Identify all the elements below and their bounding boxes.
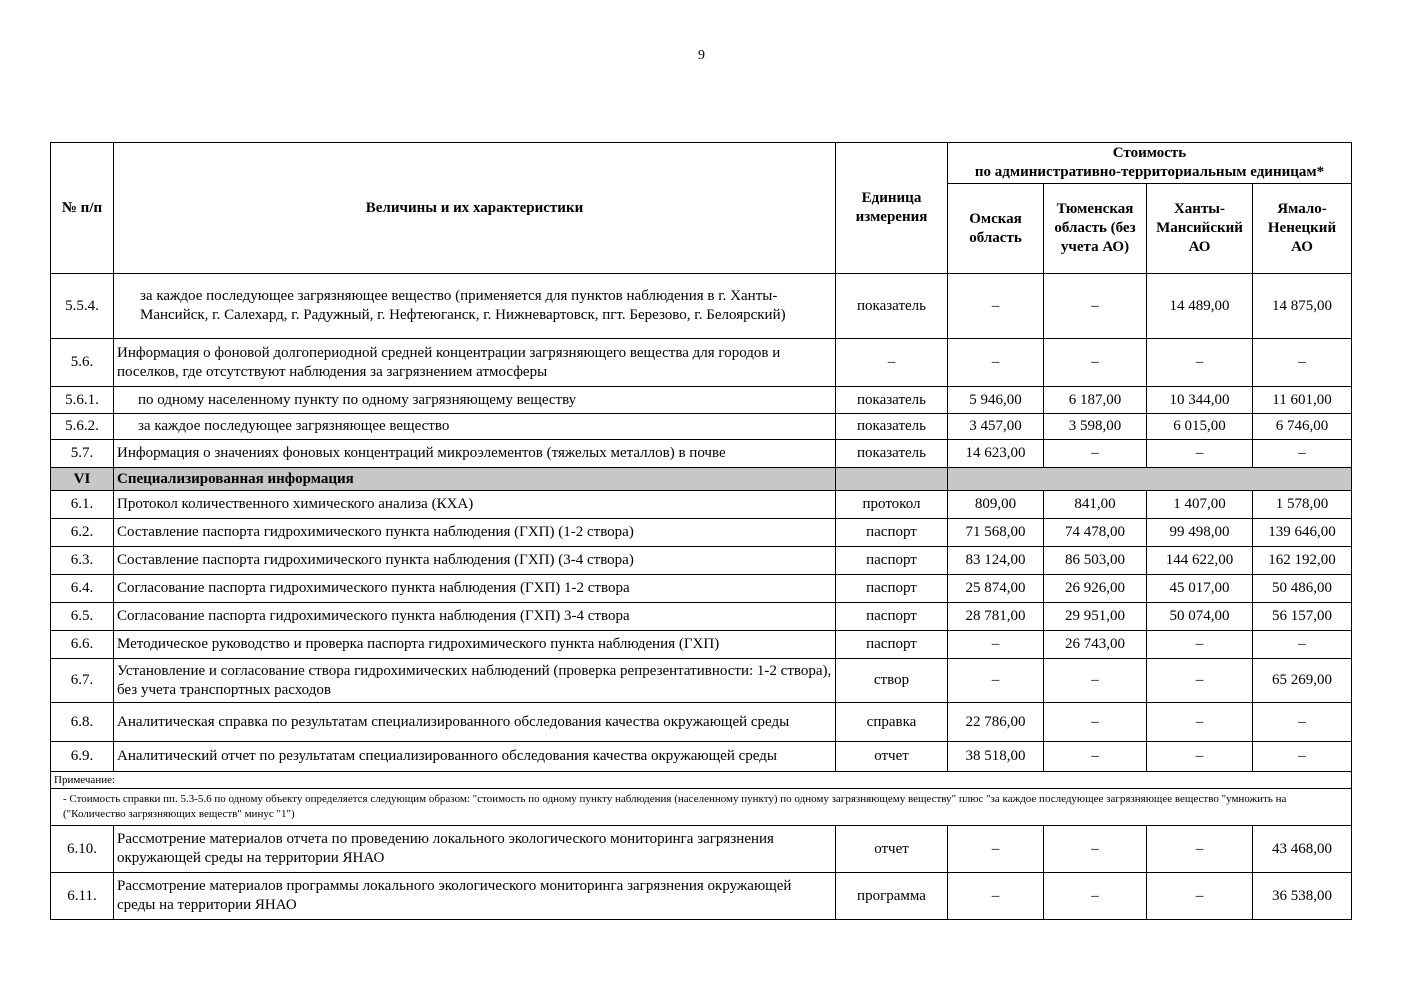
row-unit: показатель <box>836 440 948 468</box>
section-title: Специализированная информация <box>114 468 836 491</box>
table-row <box>51 414 1352 440</box>
table-row <box>51 274 1352 339</box>
section-values-cell <box>948 468 1352 491</box>
row-value-tyumen: 26 743,00 <box>1044 631 1147 659</box>
row-num: 6.1. <box>51 491 114 519</box>
row-num: 5.5.4. <box>51 274 114 339</box>
row-num: 6.4. <box>51 575 114 603</box>
row-unit: паспорт <box>836 547 948 575</box>
row-value-yanao: – <box>1253 703 1352 742</box>
row-desc: Аналитическая справка по результатам специализированного обследования качества окружающей среды <box>114 703 836 742</box>
row-num: 6.10. <box>51 826 114 873</box>
header-desc: Величины и их характеристики <box>114 143 836 274</box>
row-value-yanao: 14 875,00 <box>1253 274 1352 339</box>
row-num: 5.7. <box>51 440 114 468</box>
row-value-omsk: 83 124,00 <box>948 547 1044 575</box>
row-value-tyumen: – <box>1044 659 1147 703</box>
row-value-omsk: 28 781,00 <box>948 603 1044 631</box>
row-unit: отчет <box>836 742 948 772</box>
row-value-khmao: 144 622,00 <box>1147 547 1253 575</box>
row-num: 5.6. <box>51 339 114 387</box>
price-table <box>50 142 1352 920</box>
row-num: 5.6.1. <box>51 387 114 414</box>
row-unit: показатель <box>836 274 948 339</box>
row-value-yanao: 36 538,00 <box>1253 873 1352 920</box>
page-number: 9 <box>698 48 705 63</box>
row-unit: показатель <box>836 387 948 414</box>
row-value-khmao: 14 489,00 <box>1147 274 1253 339</box>
row-value-yanao: – <box>1253 631 1352 659</box>
row-num: 6.2. <box>51 519 114 547</box>
row-desc: Информация о фоновой долгопериодной средней концентрации загрязняющего вещества для городов и поселков, где отсутствуют наблюдения за загрязнением атмосферы <box>114 339 836 387</box>
row-value-omsk: 809,00 <box>948 491 1044 519</box>
row-value-khmao: 10 344,00 <box>1147 387 1253 414</box>
row-value-omsk: – <box>948 339 1044 387</box>
header-num: № п/п <box>51 143 114 274</box>
row-value-tyumen: 86 503,00 <box>1044 547 1147 575</box>
table-row <box>51 519 1352 547</box>
row-desc: Установление и согласование створа гидрохимических наблюдений (проверка репрезентативности: 1-2 створа), без учета транспортных расходов <box>114 659 836 703</box>
row-value-omsk: 14 623,00 <box>948 440 1044 468</box>
row-num: 5.6.2. <box>51 414 114 440</box>
row-value-tyumen: 26 926,00 <box>1044 575 1147 603</box>
table-row <box>51 659 1352 703</box>
row-desc: Составление паспорта гидрохимического пункта наблюдения (ГХП) (1-2 створа) <box>114 519 836 547</box>
row-value-khmao: 45 017,00 <box>1147 575 1253 603</box>
table-row <box>51 873 1352 920</box>
row-desc: Рассмотрение материалов программы локального экологического мониторинга загрязнения окружающей среды на территории ЯНАО <box>114 873 836 920</box>
table-row <box>51 339 1352 387</box>
row-value-khmao: – <box>1147 659 1253 703</box>
row-value-tyumen: 3 598,00 <box>1044 414 1147 440</box>
row-unit: отчет <box>836 826 948 873</box>
row-unit: паспорт <box>836 575 948 603</box>
row-desc: Составление паспорта гидрохимического пункта наблюдения (ГХП) (3-4 створа) <box>114 547 836 575</box>
header-cost-line2: по административно-территориальным единицам* <box>974 164 1325 180</box>
row-value-tyumen: – <box>1044 873 1147 920</box>
row-value-yanao: 43 468,00 <box>1253 826 1352 873</box>
row-value-yanao: 1 578,00 <box>1253 491 1352 519</box>
row-value-khmao: – <box>1147 873 1253 920</box>
table-row <box>51 547 1352 575</box>
table-row <box>51 742 1352 772</box>
row-unit: протокол <box>836 491 948 519</box>
section-unit-cell <box>836 468 948 491</box>
row-desc: Методическое руководство и проверка паспорта гидрохимического пункта наблюдения (ГХП) <box>114 631 836 659</box>
table-row <box>51 631 1352 659</box>
row-value-tyumen: 29 951,00 <box>1044 603 1147 631</box>
row-desc: за каждое последующее загрязняющее вещество <box>114 414 836 440</box>
row-unit: показатель <box>836 414 948 440</box>
row-value-khmao: – <box>1147 703 1253 742</box>
row-value-khmao: – <box>1147 826 1253 873</box>
row-num: 6.5. <box>51 603 114 631</box>
row-desc: Протокол количественного химического анализа (КХА) <box>114 491 836 519</box>
row-value-omsk: 71 568,00 <box>948 519 1044 547</box>
row-value-yanao: 162 192,00 <box>1253 547 1352 575</box>
row-value-tyumen: – <box>1044 703 1147 742</box>
row-desc: Рассмотрение материалов отчета по проведению локального экологического мониторинга загрязнения окружающей среды на территории ЯНАО <box>114 826 836 873</box>
row-value-omsk: – <box>948 826 1044 873</box>
row-value-khmao: – <box>1147 440 1253 468</box>
row-num: 6.7. <box>51 659 114 703</box>
row-desc: за каждое последующее загрязняющее вещество (применяется для пунктов наблюдения в г. Ханты-Мансийск, г. Салехард, г. Радужный, г. Нефтеюганск, г. Нижневартовск, пгт. Березово, г. Белоярский) <box>114 274 836 339</box>
row-value-khmao: 99 498,00 <box>1147 519 1253 547</box>
row-value-omsk: 3 457,00 <box>948 414 1044 440</box>
row-value-tyumen: – <box>1044 440 1147 468</box>
header-region-yanao: Ямало-Ненецкий АО <box>1253 184 1352 274</box>
row-unit: паспорт <box>836 603 948 631</box>
row-value-omsk: – <box>948 659 1044 703</box>
row-desc: Согласование паспорта гидрохимического пункта наблюдения (ГХП) 3-4 створа <box>114 603 836 631</box>
row-num: 6.9. <box>51 742 114 772</box>
row-value-omsk: 25 874,00 <box>948 575 1044 603</box>
row-value-yanao: 65 269,00 <box>1253 659 1352 703</box>
row-num: 6.8. <box>51 703 114 742</box>
row-num: 6.11. <box>51 873 114 920</box>
row-desc: Аналитический отчет по результатам специализированного обследования качества окружающей среды <box>114 742 836 772</box>
note-body-row <box>51 789 1352 826</box>
row-value-khmao: – <box>1147 631 1253 659</box>
row-value-omsk: 38 518,00 <box>948 742 1044 772</box>
row-value-yanao: 50 486,00 <box>1253 575 1352 603</box>
row-value-tyumen: – <box>1044 742 1147 772</box>
row-value-yanao: 6 746,00 <box>1253 414 1352 440</box>
table-row <box>51 575 1352 603</box>
header-region-khmao: Ханты-Мансийский АО <box>1147 184 1253 274</box>
note-title: Примечание: <box>51 772 1352 789</box>
table-row <box>51 491 1352 519</box>
row-desc: Согласование паспорта гидрохимического пункта наблюдения (ГХП) 1-2 створа <box>114 575 836 603</box>
row-value-omsk: 22 786,00 <box>948 703 1044 742</box>
section-num: VI <box>51 468 114 491</box>
header-unit: Единица измерения <box>836 143 948 274</box>
row-num: 6.6. <box>51 631 114 659</box>
row-value-khmao: – <box>1147 339 1253 387</box>
row-value-tyumen: 74 478,00 <box>1044 519 1147 547</box>
header-cost-line1: Стоимость <box>1112 145 1187 161</box>
note-title-row <box>51 772 1352 789</box>
row-value-omsk: – <box>948 274 1044 339</box>
section-row <box>51 468 1352 491</box>
row-value-tyumen: – <box>1044 826 1147 873</box>
row-unit: паспорт <box>836 519 948 547</box>
row-value-khmao: 6 015,00 <box>1147 414 1253 440</box>
table-row <box>51 603 1352 631</box>
row-value-yanao: 11 601,00 <box>1253 387 1352 414</box>
row-value-tyumen: – <box>1044 274 1147 339</box>
row-value-tyumen: – <box>1044 339 1147 387</box>
row-value-tyumen: 841,00 <box>1044 491 1147 519</box>
row-unit: справка <box>836 703 948 742</box>
header-region-omsk: Омская область <box>948 184 1044 274</box>
row-value-khmao: – <box>1147 742 1253 772</box>
row-value-yanao: – <box>1253 440 1352 468</box>
row-value-khmao: 50 074,00 <box>1147 603 1253 631</box>
table-row <box>51 703 1352 742</box>
row-unit: – <box>836 339 948 387</box>
note-text: - Стоимость справки пп. 5.3-5.6 по одному объекту определяется следующим образом: "стоимость по одному пункту наблюдения (населенному пункту) по одному загрязняющему веществу" плюс "за каждое последующее загрязняющее вещество "умножить на ("Количество загрязняющих веществ" минус "1") <box>51 789 1352 826</box>
row-value-tyumen: 6 187,00 <box>1044 387 1147 414</box>
table-row <box>51 387 1352 414</box>
row-value-omsk: – <box>948 873 1044 920</box>
row-unit: створ <box>836 659 948 703</box>
row-value-yanao: 56 157,00 <box>1253 603 1352 631</box>
row-num: 6.3. <box>51 547 114 575</box>
row-unit: паспорт <box>836 631 948 659</box>
row-value-khmao: 1 407,00 <box>1147 491 1253 519</box>
row-desc: по одному населенному пункту по одному загрязняющему веществу <box>114 387 836 414</box>
row-desc: Информация о значениях фоновых концентраций микроэлементов (тяжелых металлов) в почве <box>114 440 836 468</box>
row-value-yanao: – <box>1253 742 1352 772</box>
row-value-omsk: – <box>948 631 1044 659</box>
header-cost <box>948 143 1352 184</box>
row-unit: программа <box>836 873 948 920</box>
header-region-tyumen: Тюменская область (без учета АО) <box>1044 184 1147 274</box>
table-row <box>51 440 1352 468</box>
row-value-yanao: 139 646,00 <box>1253 519 1352 547</box>
row-value-yanao: – <box>1253 339 1352 387</box>
row-value-omsk: 5 946,00 <box>948 387 1044 414</box>
table-row <box>51 826 1352 873</box>
